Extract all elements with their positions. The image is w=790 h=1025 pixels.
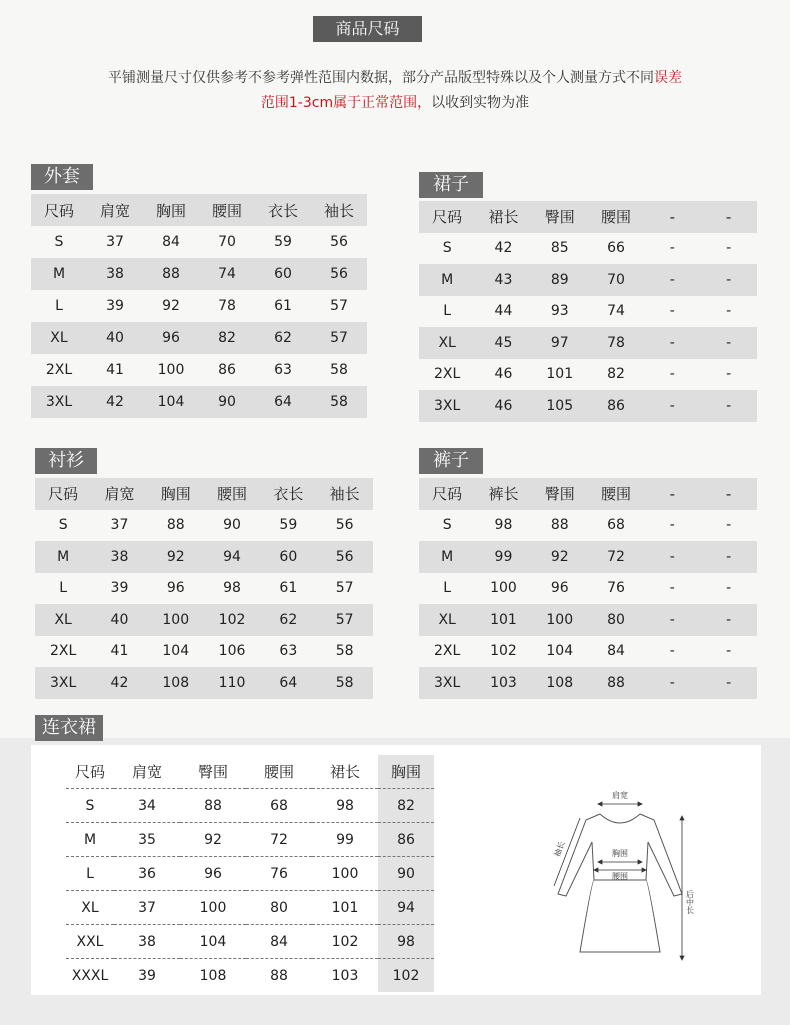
note-line-1 — [0, 67, 790, 87]
note-highlight: 范围1-3cm属于正常范围， — [260, 95, 432, 111]
table-cell: 108 — [532, 667, 588, 699]
table-cell: 104 — [162, 643, 190, 660]
table-cell: - — [644, 604, 700, 636]
table-cell: 108 — [180, 959, 246, 993]
table-cell: 63 — [274, 362, 292, 378]
table-cell: 88 — [166, 517, 185, 534]
table-cell: S — [442, 517, 452, 534]
table-cell: - — [669, 517, 675, 534]
table-cell: XXL — [66, 925, 114, 959]
table-row — [419, 573, 757, 605]
table-cell: 3XL — [419, 667, 475, 699]
table-cell: 2XL — [45, 362, 73, 378]
table-cell: 104 — [143, 386, 199, 418]
table-cell: 59 — [274, 234, 292, 250]
table-cell: L — [55, 298, 63, 314]
table-cell: 66 — [607, 240, 625, 257]
table-cell: 102 — [312, 925, 378, 959]
table-cell: 41 — [106, 362, 124, 378]
column-header: 尺码 — [419, 201, 475, 233]
table-row — [31, 226, 367, 258]
table-row — [31, 290, 367, 322]
table-cell: 58 — [330, 362, 348, 378]
table-header-row — [31, 194, 367, 226]
table-cell: 92 — [532, 541, 588, 573]
diagram-label-shoulder: 肩宽 — [612, 791, 628, 800]
column-header: 袖长 — [311, 194, 367, 226]
table-cell: 38 — [87, 258, 143, 290]
table-cell: 56 — [330, 234, 348, 250]
note-text: 平铺测量尺寸仅供参考不参考弹性范围内数据，部分产品版型特殊以及个人测量方式不同 — [108, 70, 654, 86]
page-title: 商品尺码 — [313, 16, 422, 42]
table-cell: - — [700, 264, 756, 296]
table-cell: 59 — [279, 517, 298, 534]
table-cell: - — [669, 366, 675, 383]
column-header: 肩宽 — [87, 194, 143, 226]
table-cell: M — [35, 541, 91, 573]
table-header-row — [419, 478, 757, 510]
table-cell: 56 — [335, 517, 354, 534]
table-cell: 80 — [588, 604, 644, 636]
table-cell: XL — [419, 327, 475, 359]
table-cell: 84 — [162, 234, 180, 250]
table-cell: 96 — [180, 857, 246, 891]
table-cell: 82 — [199, 322, 255, 354]
table-cell: 40 — [87, 322, 143, 354]
table-cell: 46 — [475, 390, 531, 422]
jacket-size-table — [31, 194, 367, 418]
table-cell: 110 — [204, 667, 260, 699]
table-cell: 76 — [246, 857, 312, 891]
table-cell: - — [726, 643, 732, 660]
table-cell: 62 — [260, 604, 316, 636]
diagram-label-waist: 腰围 — [612, 872, 628, 881]
table-cell: 103 — [475, 667, 531, 699]
table-cell: 86 — [218, 362, 236, 378]
table-cell: 101 — [546, 366, 574, 383]
table-cell: M — [419, 264, 475, 296]
column-header: 裤长 — [475, 478, 531, 510]
table-cell: 96 — [550, 580, 569, 597]
column-header: - — [700, 478, 756, 510]
table-cell: S — [66, 789, 114, 823]
table-cell: 36 — [114, 857, 180, 891]
table-cell: 100 — [532, 604, 588, 636]
column-header: - — [700, 201, 756, 233]
diagram-label-length: 后中长 — [685, 890, 695, 914]
table-header-row — [66, 755, 434, 789]
pants-size-table — [419, 478, 757, 699]
column-header: 袖长 — [316, 478, 372, 510]
table-cell: 89 — [532, 264, 588, 296]
table-row — [66, 789, 434, 823]
note-line-2 — [0, 92, 790, 112]
table-cell: 99 — [475, 541, 531, 573]
table-cell: 96 — [166, 580, 185, 597]
table-cell: 2XL — [433, 366, 461, 383]
table-cell: 100 — [312, 857, 378, 891]
table-cell: 102 — [204, 604, 260, 636]
table-cell: 86 — [378, 823, 434, 857]
table-row — [419, 296, 757, 328]
table-cell: - — [726, 580, 732, 597]
dress-size-table — [66, 755, 434, 992]
column-header: 衣长 — [260, 478, 316, 510]
table-cell: 61 — [279, 580, 298, 597]
table-cell: 106 — [218, 643, 246, 660]
table-cell: 43 — [475, 264, 531, 296]
table-cell: 57 — [316, 604, 372, 636]
table-cell: 56 — [311, 258, 367, 290]
table-cell: XL — [419, 604, 475, 636]
table-row — [66, 823, 434, 857]
table-cell: XL — [31, 322, 87, 354]
table-cell: - — [700, 667, 756, 699]
table-cell: 88 — [588, 667, 644, 699]
table-cell: 99 — [312, 823, 378, 857]
column-header: 臀围 — [532, 201, 588, 233]
table-cell: XL — [66, 891, 114, 925]
table-cell: - — [700, 327, 756, 359]
table-cell: - — [644, 264, 700, 296]
table-row — [31, 354, 367, 386]
table-cell: 88 — [550, 517, 569, 534]
table-cell: 98 — [223, 580, 241, 597]
table-cell: 74 — [199, 258, 255, 290]
table-cell: 104 — [546, 643, 574, 660]
table-cell: 46 — [494, 366, 513, 383]
table-cell: 61 — [274, 298, 292, 314]
table-row — [419, 636, 757, 668]
table-cell: S — [58, 517, 68, 534]
table-cell: 64 — [255, 386, 311, 418]
table-cell: 104 — [180, 925, 246, 959]
table-cell: 42 — [494, 240, 513, 257]
column-header: 肩宽 — [91, 478, 147, 510]
table-cell: XXXL — [66, 959, 114, 993]
note-highlight: 误差 — [654, 70, 682, 86]
table-cell: 98 — [312, 789, 378, 823]
table-row — [419, 510, 757, 542]
jacket-title: 外套 — [31, 164, 93, 190]
column-header: 腰围 — [263, 763, 294, 781]
table-cell: L — [66, 857, 114, 891]
diagram-label-sleeve: 袖长 — [552, 840, 567, 859]
table-row — [35, 541, 373, 573]
dress-title: 连衣裙 — [35, 715, 103, 741]
table-row — [31, 258, 367, 290]
shirt-size-table — [35, 478, 373, 699]
table-cell: 42 — [91, 667, 147, 699]
table-cell: 88 — [180, 789, 246, 823]
table-row — [31, 322, 367, 354]
table-row — [35, 604, 373, 636]
table-cell: 100 — [148, 604, 204, 636]
table-cell: 101 — [475, 604, 531, 636]
column-header: 尺码 — [419, 478, 475, 510]
table-cell: 102 — [490, 643, 517, 660]
table-cell: 63 — [279, 643, 298, 660]
table-cell: L — [443, 303, 452, 320]
table-cell: 93 — [550, 303, 569, 320]
column-header: 胸围 — [378, 755, 434, 789]
table-cell: 85 — [550, 240, 569, 257]
table-cell: 84 — [607, 643, 625, 660]
table-cell: 39 — [110, 580, 129, 597]
table-cell: 82 — [607, 366, 625, 383]
table-cell: 90 — [199, 386, 255, 418]
column-header: 腰围 — [588, 201, 644, 233]
table-cell: 39 — [114, 959, 180, 993]
table-cell: 38 — [91, 541, 147, 573]
table-cell: 42 — [87, 386, 143, 418]
table-cell: M — [419, 541, 475, 573]
table-cell: 100 — [157, 362, 185, 378]
table-cell: 82 — [378, 789, 434, 823]
table-row — [66, 891, 434, 925]
column-header: 肩宽 — [131, 763, 162, 781]
note-text: 以收到实物为准 — [431, 95, 530, 111]
table-cell: 38 — [114, 925, 180, 959]
table-cell: 56 — [316, 541, 372, 573]
table-cell: XL — [35, 604, 91, 636]
table-cell: 2XL — [49, 643, 77, 660]
table-cell: - — [700, 541, 756, 573]
column-header: 尺码 — [35, 478, 91, 510]
table-cell: 76 — [607, 580, 625, 597]
dress-measurement-diagram — [540, 782, 700, 972]
table-cell: 84 — [246, 925, 312, 959]
table-cell: 105 — [532, 390, 588, 422]
table-cell: 92 — [162, 298, 180, 314]
table-cell: 68 — [246, 789, 312, 823]
column-header: 尺码 — [74, 763, 105, 781]
table-cell: 58 — [335, 643, 354, 660]
table-cell: 92 — [180, 823, 246, 857]
table-cell: 108 — [148, 667, 204, 699]
table-cell: 70 — [588, 264, 644, 296]
table-cell: - — [726, 240, 732, 257]
table-cell: - — [644, 541, 700, 573]
table-row — [419, 359, 757, 391]
column-header: 裙长 — [329, 763, 360, 781]
table-header-row — [35, 478, 373, 510]
table-cell: - — [726, 303, 732, 320]
table-cell: 100 — [490, 580, 517, 597]
table-row — [419, 327, 757, 359]
table-cell: 57 — [311, 322, 367, 354]
table-cell: 86 — [588, 390, 644, 422]
table-cell: 92 — [148, 541, 204, 573]
table-cell: 100 — [180, 891, 246, 925]
table-cell: L — [443, 580, 452, 597]
table-cell: 94 — [204, 541, 260, 573]
table-row — [66, 857, 434, 891]
table-cell: 34 — [114, 789, 180, 823]
table-cell: 98 — [494, 517, 513, 534]
table-cell: - — [726, 366, 732, 383]
table-cell: S — [442, 240, 452, 257]
table-cell: 78 — [588, 327, 644, 359]
table-cell: 2XL — [433, 643, 461, 660]
skirt-size-table — [419, 201, 757, 422]
table-cell: 78 — [218, 298, 236, 314]
table-cell: - — [669, 580, 675, 597]
table-cell: 64 — [260, 667, 316, 699]
table-cell: 70 — [218, 234, 236, 250]
table-row — [66, 925, 434, 959]
table-cell: 88 — [143, 258, 199, 290]
table-cell: 37 — [114, 891, 180, 925]
table-cell: L — [59, 580, 68, 597]
table-cell: 44 — [494, 303, 513, 320]
column-header: 胸围 — [148, 478, 204, 510]
table-row — [419, 264, 757, 296]
table-cell: - — [644, 390, 700, 422]
table-row — [419, 667, 757, 699]
table-cell: 3XL — [35, 667, 91, 699]
table-cell: - — [644, 327, 700, 359]
table-cell: 97 — [532, 327, 588, 359]
table-cell: 98 — [378, 925, 434, 959]
table-cell: 3XL — [31, 386, 87, 418]
table-cell: - — [669, 240, 675, 257]
table-row — [419, 604, 757, 636]
table-cell: 90 — [223, 517, 241, 534]
table-row — [419, 390, 757, 422]
table-row — [35, 510, 373, 542]
table-cell: - — [700, 390, 756, 422]
table-cell: 101 — [312, 891, 378, 925]
table-cell: 37 — [106, 234, 124, 250]
table-row — [31, 386, 367, 418]
table-cell: M — [66, 823, 114, 857]
table-row — [35, 636, 373, 668]
table-cell: 57 — [330, 298, 348, 314]
column-header: 腰围 — [199, 194, 255, 226]
pants-title: 裤子 — [419, 448, 483, 474]
table-cell: 103 — [312, 959, 378, 993]
table-cell: M — [31, 258, 87, 290]
table-row — [419, 541, 757, 573]
table-cell: 74 — [607, 303, 625, 320]
table-cell: 60 — [260, 541, 316, 573]
table-cell: 88 — [246, 959, 312, 993]
table-row — [66, 959, 434, 993]
table-row — [35, 573, 373, 605]
table-cell: 62 — [255, 322, 311, 354]
column-header: 臀围 — [532, 478, 588, 510]
table-cell: 40 — [91, 604, 147, 636]
column-header: 胸围 — [143, 194, 199, 226]
table-cell: 39 — [106, 298, 124, 314]
table-row — [419, 233, 757, 265]
table-cell: 37 — [110, 517, 129, 534]
table-cell: 80 — [246, 891, 312, 925]
table-cell: 72 — [246, 823, 312, 857]
table-cell: 68 — [607, 517, 625, 534]
table-cell: 58 — [311, 386, 367, 418]
table-cell: - — [644, 667, 700, 699]
table-header-row — [419, 201, 757, 233]
table-row — [35, 667, 373, 699]
column-header: 裙长 — [475, 201, 531, 233]
table-cell: 72 — [588, 541, 644, 573]
column-header: - — [644, 478, 700, 510]
diagram-label-bust: 胸围 — [612, 849, 628, 858]
column-header: - — [644, 201, 700, 233]
column-header: 臀围 — [197, 763, 228, 781]
table-cell: 35 — [114, 823, 180, 857]
table-cell: 57 — [335, 580, 354, 597]
shirt-title: 衬衫 — [35, 448, 97, 474]
column-header: 衣长 — [255, 194, 311, 226]
table-cell: 102 — [378, 959, 434, 993]
column-header: 腰围 — [588, 478, 644, 510]
table-cell: 90 — [378, 857, 434, 891]
table-cell: 41 — [110, 643, 129, 660]
table-cell: - — [726, 517, 732, 534]
column-header: 尺码 — [31, 194, 87, 226]
table-cell: - — [700, 604, 756, 636]
column-header: 腰围 — [204, 478, 260, 510]
table-cell: 94 — [378, 891, 434, 925]
table-cell: S — [54, 234, 64, 250]
table-cell: 58 — [316, 667, 372, 699]
table-cell: - — [669, 643, 675, 660]
table-cell: 60 — [255, 258, 311, 290]
skirt-title: 裙子 — [419, 172, 483, 198]
table-cell: 45 — [475, 327, 531, 359]
table-cell: - — [669, 303, 675, 320]
table-cell: 96 — [143, 322, 199, 354]
table-cell: 3XL — [419, 390, 475, 422]
